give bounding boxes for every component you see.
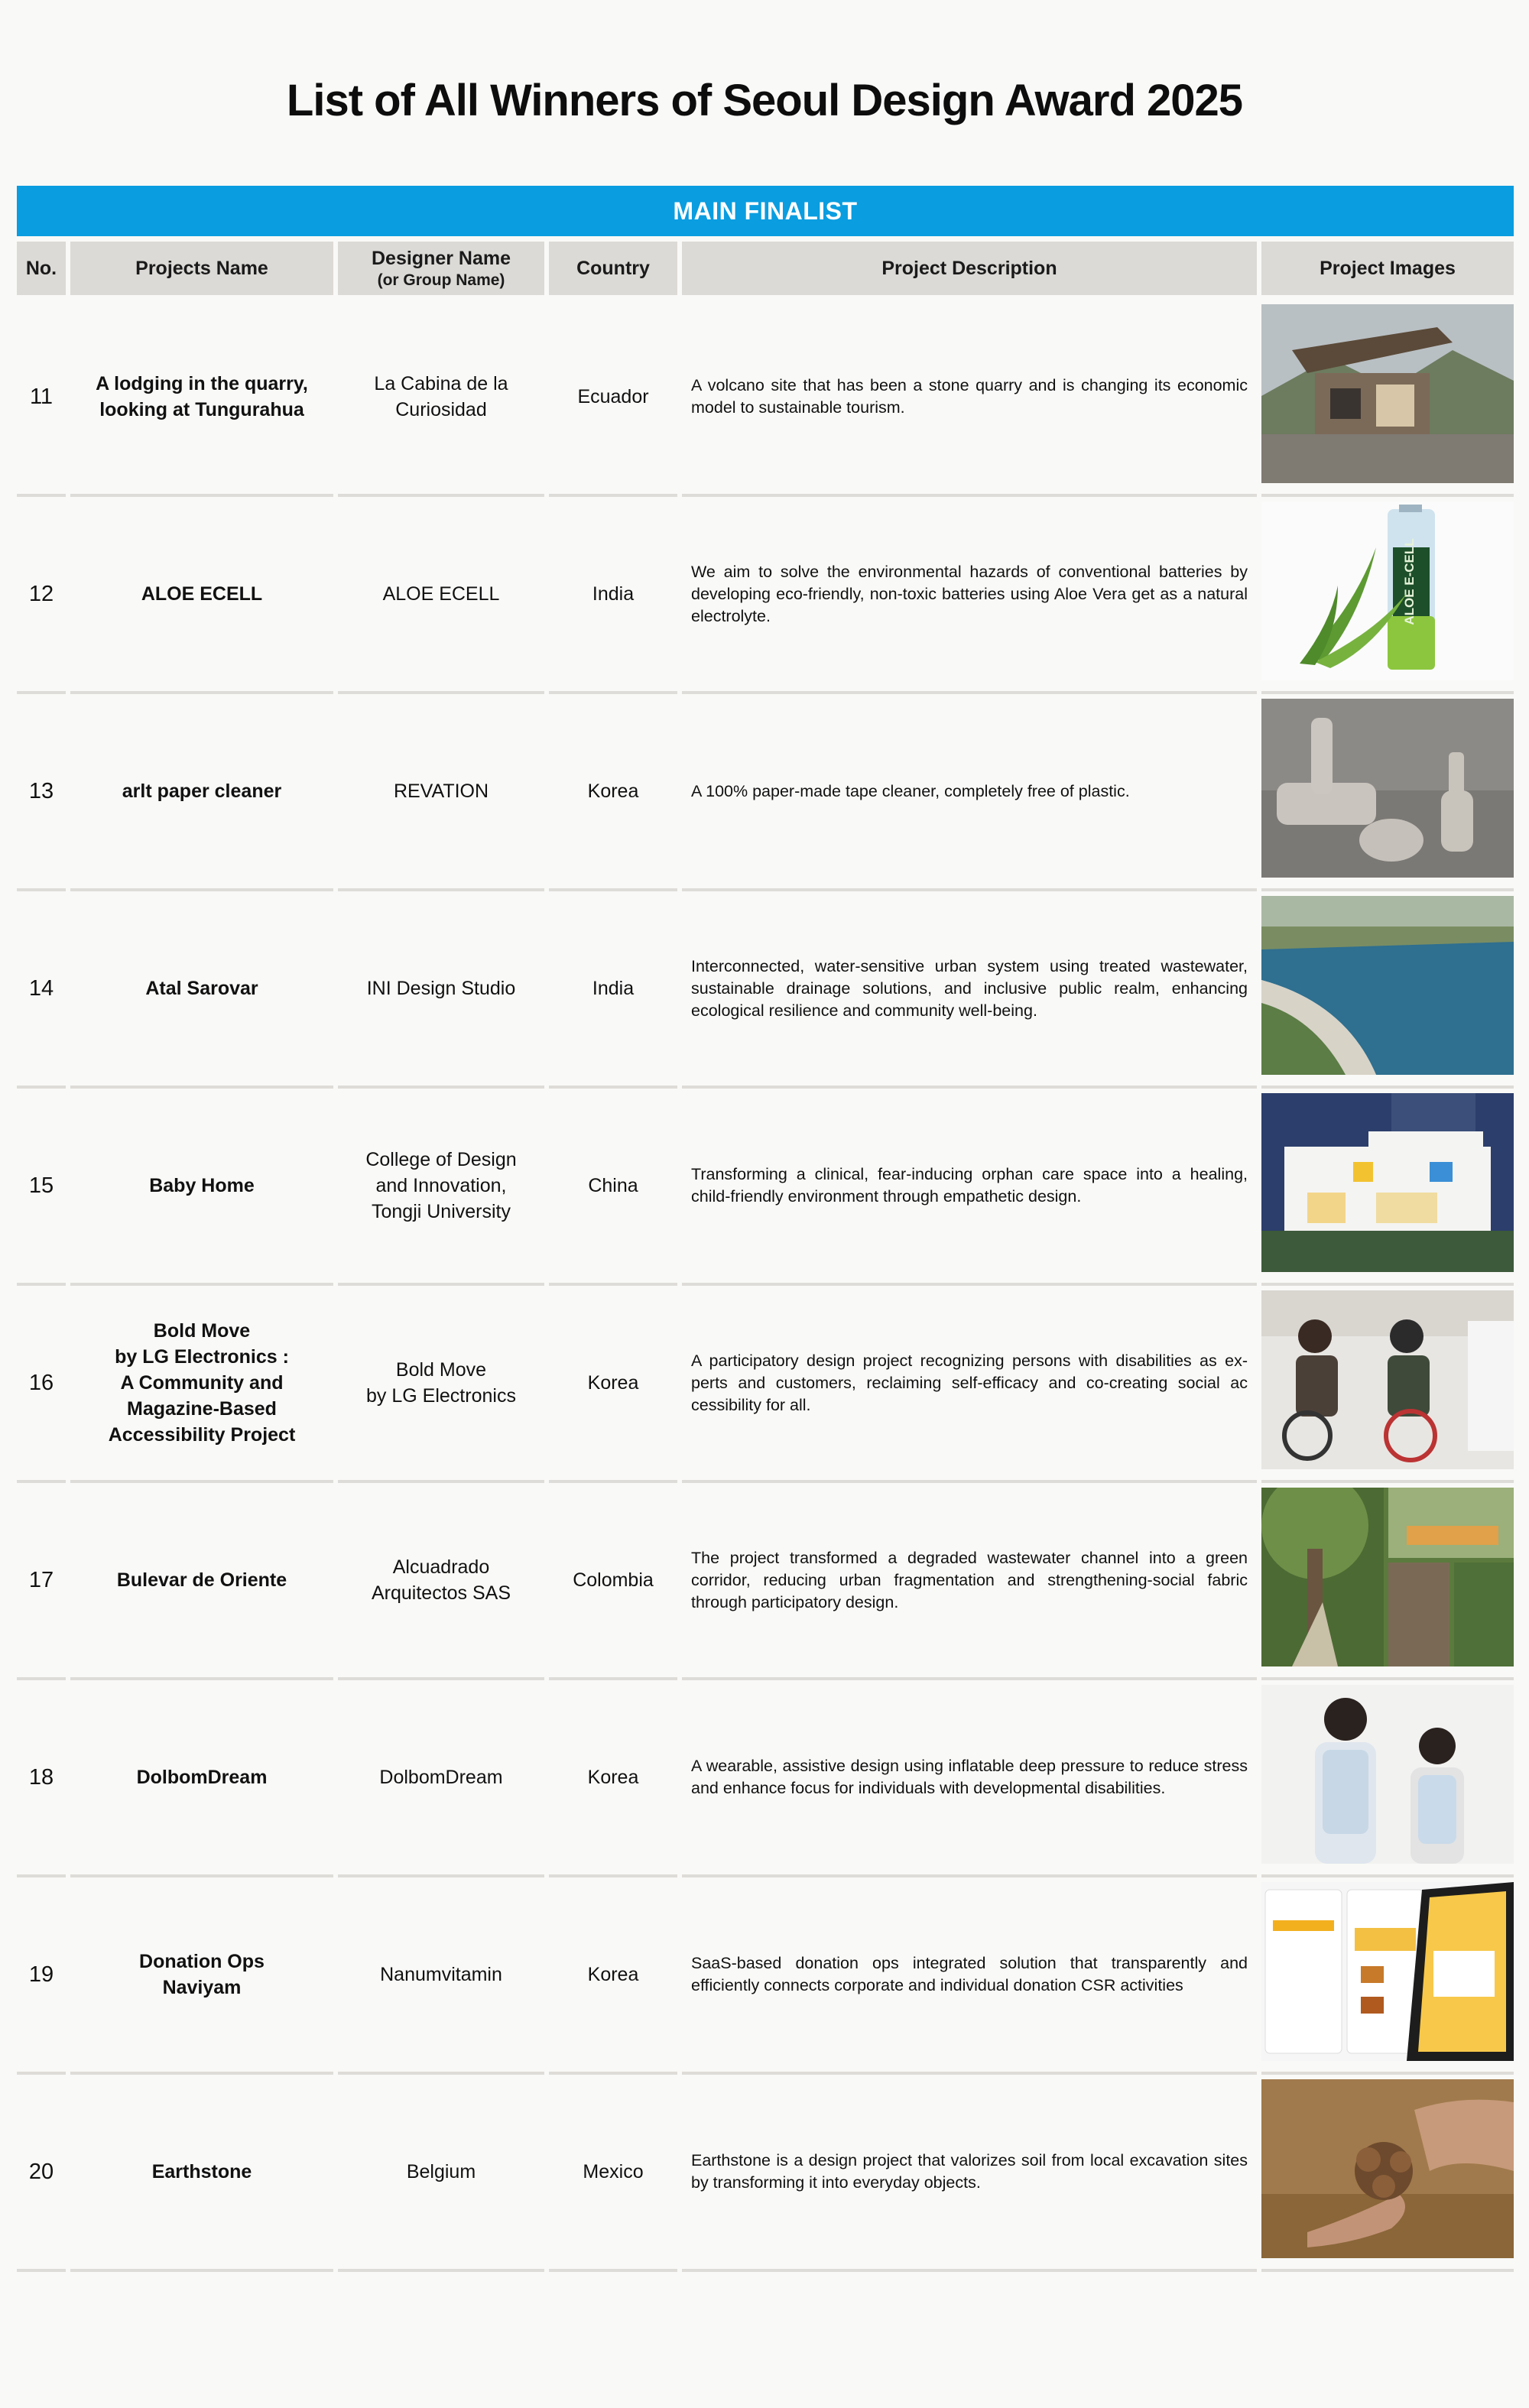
row-divider [17, 2269, 66, 2272]
section-banner: MAIN FINALIST [17, 186, 1514, 236]
row-divider [549, 691, 677, 694]
designer-name: Belgium [406, 2161, 476, 2182]
project-name: Atal Sarovar [145, 978, 258, 999]
app-screens-photo-icon [1261, 1882, 1514, 2061]
header-country: Country [549, 242, 677, 295]
lakefront-photo-icon [1261, 896, 1514, 1075]
row-divider [549, 1480, 677, 1483]
row-divider [70, 1283, 333, 1286]
row-divider [549, 888, 677, 891]
row-divider [70, 691, 333, 694]
row-divider [17, 494, 66, 497]
project-name: Donation Ops Naviyam [139, 1951, 265, 1998]
row-divider [338, 1480, 544, 1483]
row-divider [17, 888, 66, 891]
battery-label: ALOE E-CELL [1402, 538, 1417, 625]
row-divider [70, 2072, 333, 2075]
row-number: 17 [28, 1568, 54, 1592]
row-divider [17, 1086, 66, 1089]
table-row [0, 1682, 1529, 1879]
wearable-vest-photo-icon [1261, 1685, 1514, 1864]
row-divider [1261, 691, 1514, 694]
header-designer-name: Designer Name (or Group Name) [338, 242, 544, 295]
header-no: No. [17, 242, 66, 295]
project-description: A 100% paper-made tape cleaner, completely free of plastic. [691, 781, 1130, 800]
project-description: Earthstone is a design project that valorizes soil from local excavation sites by transforming it into everyday objects. [691, 2151, 1248, 2192]
table-row [0, 1879, 1529, 2076]
designer-name: Nanumvitamin [380, 1964, 502, 1985]
row-divider [70, 1086, 333, 1089]
row-divider [682, 2072, 1257, 2075]
designer-name: ALOE ECELL [382, 583, 500, 605]
row-number: 16 [28, 1371, 54, 1395]
row-divider [549, 1283, 677, 1286]
row-divider [682, 2269, 1257, 2272]
designer-name: DolbomDream [379, 1767, 503, 1788]
header-description: Project Description [682, 242, 1257, 295]
row-divider [70, 888, 333, 891]
country: Colombia [573, 1569, 654, 1591]
designer-name: Alcuadrado Arquitectos SAS [371, 1556, 511, 1604]
project-description: We aim to solve the environmental hazards of conventional batteries by developing eco-friendly, non-toxic batteries using Aloe Vera get as a natural electrolyte. [691, 562, 1248, 625]
row-divider [1261, 1283, 1514, 1286]
row-divider [1261, 1480, 1514, 1483]
row-divider [682, 1480, 1257, 1483]
row-divider [338, 691, 544, 694]
building-photo-icon [1261, 1093, 1514, 1272]
row-divider [1261, 888, 1514, 891]
project-name: A lodging in the quarry, looking at Tungurahua [96, 373, 308, 420]
project-name: ALOE ECELL [141, 583, 263, 605]
project-name: Bold Move by LG Electronics : A Community and Magazine-Based Accessibility Project [108, 1320, 296, 1446]
row-divider [70, 1480, 333, 1483]
project-description: Interconnected, water-sensitive urban system using treated wastewater, sustainable drainage solutions, and inclusive public realm, enhancing ecological resilience and community well-being. [691, 956, 1248, 1020]
row-divider [70, 2269, 333, 2272]
row-divider [17, 1283, 66, 1286]
row-divider [338, 1283, 544, 1286]
row-divider [338, 2269, 544, 2272]
project-description: A participatory design project recognizing persons with disabilities as ex-perts and customers, reclaiming self-efficacy and co-creating social ac cessibility for all. [691, 1351, 1248, 1414]
project-description: A wearable, assistive design using inflatable deep pressure to reduce stress and enhance focus for individuals with developmental disabilities. [691, 1757, 1248, 1797]
project-description: A volcano site that has been a stone quarry and is changing its economic model to sustainable tourism. [691, 376, 1248, 417]
row-number: 13 [28, 779, 54, 803]
wheelchair-photo-icon [1261, 1290, 1514, 1469]
row-number: 19 [28, 1962, 54, 1987]
row-divider [549, 1874, 677, 1877]
row-divider [338, 2072, 544, 2075]
row-divider [17, 691, 66, 694]
page-title: List of All Winners of Seoul Design Award 2025 [286, 76, 1243, 125]
row-divider [549, 1086, 677, 1089]
row-divider [1261, 494, 1514, 497]
row-divider [682, 691, 1257, 694]
country: Korea [587, 1767, 639, 1788]
designer-name: INI Design Studio [366, 978, 516, 999]
row-divider [338, 888, 544, 891]
row-number: 11 [29, 385, 54, 409]
table-row [0, 893, 1529, 1090]
country: Mexico [583, 2161, 644, 2182]
project-name: DolbomDream [136, 1767, 268, 1788]
row-divider [17, 1874, 66, 1877]
table-row [0, 301, 1529, 498]
row-divider [70, 494, 333, 497]
designer-name: College of Design and Innovation, Tongji University [365, 1149, 517, 1222]
row-divider [338, 1677, 544, 1680]
paper-cleaner-photo-icon [1261, 699, 1514, 878]
row-divider [338, 494, 544, 497]
table-row [0, 1287, 1529, 1485]
row-divider [70, 1874, 333, 1877]
table-row [0, 498, 1529, 696]
country: China [588, 1175, 638, 1196]
row-divider [549, 494, 677, 497]
project-name: Earthstone [151, 2161, 252, 2182]
row-divider [682, 1677, 1257, 1680]
designer-name: La Cabina de la Curiosidad [374, 373, 508, 420]
row-divider [338, 1874, 544, 1877]
country: India [592, 583, 635, 605]
green-corridor-photo-icon [1261, 1488, 1514, 1666]
table-row [0, 1090, 1529, 1287]
row-number: 12 [28, 582, 54, 606]
row-divider [1261, 1874, 1514, 1877]
row-number: 20 [28, 2160, 54, 2184]
row-number: 15 [28, 1173, 54, 1198]
project-description: Transforming a clinical, fear-inducing orphan care space into a healing, child-friendly environment through empathetic design. [691, 1165, 1248, 1206]
row-divider [1261, 2269, 1514, 2272]
project-name: Bulevar de Oriente [116, 1569, 287, 1591]
header-project-name: Projects Name [70, 242, 333, 295]
cabin-photo-icon [1261, 304, 1514, 483]
row-divider [682, 494, 1257, 497]
designer-name: Bold Move by LG Electronics [366, 1359, 516, 1407]
hands-soil-photo-icon [1261, 2079, 1514, 2258]
header-project-images: Project Images [1261, 242, 1514, 295]
row-divider [682, 888, 1257, 891]
row-divider [549, 1677, 677, 1680]
row-divider [17, 2072, 66, 2075]
row-divider [682, 1086, 1257, 1089]
table-row [0, 1485, 1529, 1682]
row-divider [17, 1677, 66, 1680]
row-divider [549, 2072, 677, 2075]
country: Korea [587, 1372, 639, 1394]
row-divider [1261, 2072, 1514, 2075]
country: Korea [587, 780, 639, 802]
country: India [592, 978, 635, 999]
designer-name: REVATION [393, 780, 489, 802]
row-divider [682, 1874, 1257, 1877]
row-divider [17, 1480, 66, 1483]
row-divider [338, 1086, 544, 1089]
row-number: 18 [28, 1765, 54, 1790]
row-divider [70, 1677, 333, 1680]
row-divider [1261, 1086, 1514, 1089]
row-divider [549, 2269, 677, 2272]
project-description: SaaS-based donation ops integrated solution that transparently and efficiently connects corporate and individual donation CSR activities [691, 1954, 1248, 1994]
row-divider [1261, 1677, 1514, 1680]
project-name: arlt paper cleaner [122, 780, 282, 802]
table-row [0, 696, 1529, 893]
battery-photo-icon [1261, 501, 1514, 680]
country: Korea [587, 1964, 639, 1985]
project-name: Baby Home [149, 1175, 255, 1196]
row-number: 14 [28, 976, 54, 1001]
project-description: The project transformed a degraded wastewater channel into a green corridor, reducing urban fragmentation and strengthening-social fabric through participatory design. [691, 1548, 1248, 1611]
row-divider [682, 1283, 1257, 1286]
table-row [0, 2076, 1529, 2273]
country: Ecuador [577, 386, 649, 407]
